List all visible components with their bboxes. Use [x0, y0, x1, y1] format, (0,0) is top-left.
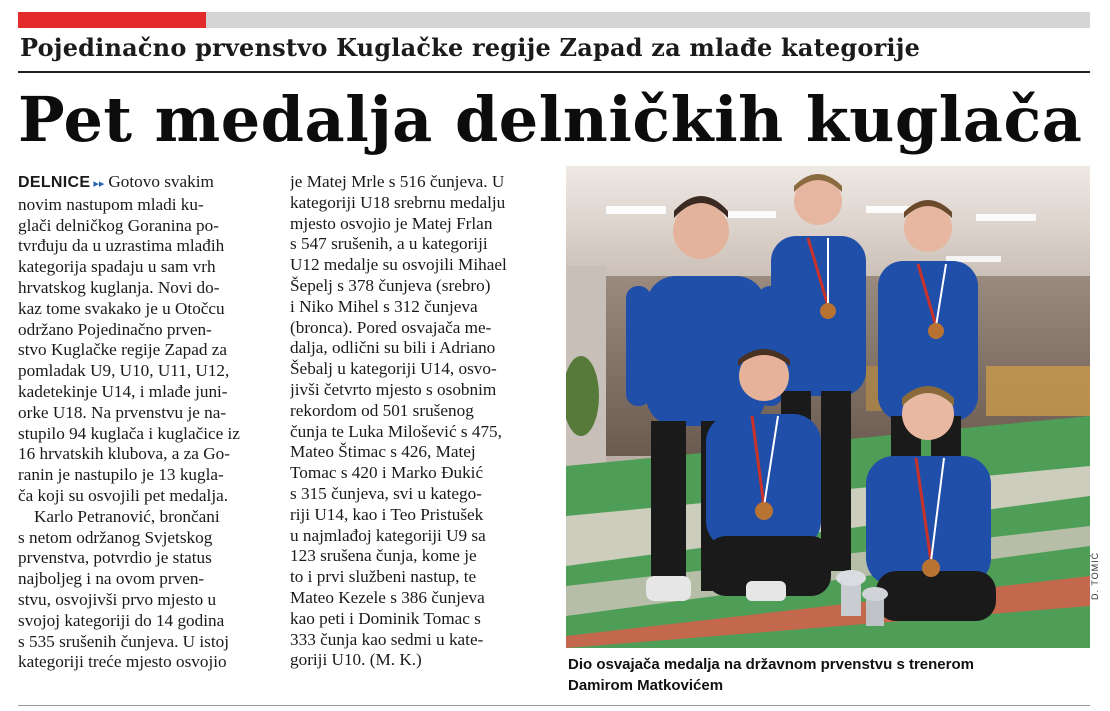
article-line: DELNICE ▸▸ Gotovo svakim	[18, 172, 214, 191]
article-line: to i prvi službeni nastup, te	[290, 567, 477, 587]
article-line: je Matej Mrle s 516 čunjeva. U	[290, 172, 505, 191]
caption-line: Damirom Matkovićem	[568, 677, 724, 694]
article-line: Šebalj u kategoriji U14, osvo-	[290, 359, 497, 379]
article-line: održano Pojedinačno prven-	[18, 319, 212, 339]
article-line: Mateo Kezele s 386 čunjeva	[290, 587, 485, 607]
article-line: ranin je nastupilo je 13 kugla-	[18, 465, 224, 485]
article-line: pomladak U9, U10, U11, U12,	[18, 361, 230, 381]
article-headline: Pet medalja delničkih kuglača	[18, 83, 1083, 156]
article-line: riji U14, kao i Teo Pristušek	[290, 504, 484, 524]
article-line: s 315 čunjeva, svi u katego-	[290, 483, 482, 503]
article-line: novim nastupom mladi ku-	[18, 194, 204, 214]
article-line: glači delničkog Goranina po-	[18, 215, 219, 235]
article-line: s 535 srušenih čunjeva. U istoj	[18, 631, 230, 651]
section-color-accent	[18, 12, 206, 28]
article-line: hrvatskog kuglanja. Novi do-	[18, 277, 220, 297]
article-line: Mateo Štimac s 426, Matej	[290, 442, 476, 462]
article-line: s netom održanog Svjetskog	[18, 527, 213, 547]
article-line: u najmlađoj kategoriji U9 sa	[290, 525, 486, 545]
dateline: DELNICE	[18, 174, 91, 191]
team-photo-illustration	[566, 166, 1090, 648]
article-line: mjesto osvojio je Matej Frlan	[290, 213, 493, 233]
article-line: 16 hrvatskih klubova, a za Go-	[18, 444, 230, 464]
article-line: kategorija spadaju u sam vrh	[18, 257, 216, 277]
article-line: (bronca). Pored osvajača me-	[290, 317, 492, 337]
article-line: s 547 srušenih, a u kategoriji	[290, 234, 488, 254]
article-line: kao peti i Dominik Tomac s	[290, 608, 481, 628]
article-line: 123 srušena čunja, kome je	[290, 546, 477, 566]
section-color-bar	[18, 12, 1090, 28]
kicker-divider	[18, 71, 1090, 73]
article-line: stvo Kuglačke regije Zapad za	[18, 340, 228, 360]
article-line: U12 medalje su osvojili Mihael	[290, 255, 507, 275]
article-line: kategoriji treće mjesto osvojio	[18, 652, 227, 672]
article-line: goriji U10. (M. K.)	[290, 650, 422, 670]
article-line: rekordom od 501 srušenog	[290, 400, 474, 420]
article-column-2	[290, 172, 550, 671]
article-column-1	[18, 172, 271, 673]
team-photo	[566, 166, 1090, 648]
article-line: svojoj kategoriji do 14 godina	[18, 610, 225, 630]
article-line: Karlo Petranović, brončani	[34, 506, 220, 526]
dateline-arrows-icon: ▸▸	[93, 177, 105, 190]
article-kicker: Pojedinačno prvenstvo Kuglačke regije Zapad za mlađe kategorije	[20, 33, 921, 62]
article-line: 333 čunja kao sedmi u kate-	[290, 629, 484, 649]
article-line: kadetekinje U14, i mlađe juni-	[18, 381, 228, 401]
article-line: Tomac s 420 i Marko Đukić	[290, 463, 484, 483]
photo-caption	[568, 654, 1090, 696]
article-line: prvenstva, potvrdio je status	[18, 548, 212, 568]
bottom-divider	[18, 705, 1090, 706]
article-line: kaz tome svakako je u Otočcu	[18, 298, 225, 318]
article-line: čunja te Luka Milošević s 475,	[290, 421, 502, 441]
article-line: i Niko Mihel s 312 čunjeva	[290, 296, 478, 316]
article-line: najboljeg i na ovom prven-	[18, 569, 205, 589]
photo-credit: D. TOMIĆ	[1090, 551, 1100, 600]
article-line: stupilo 94 kuglača i kuglačice iz	[18, 423, 240, 443]
article-line: Šepelj s 378 čunjeva (srebro)	[290, 275, 491, 295]
article-line: tvrđuju da u uzrastima mlađih	[18, 236, 225, 256]
article-line: orke U18. Na prvenstvu je na-	[18, 402, 227, 422]
article-line: jivši četvrto mjesto s osobnim	[290, 379, 497, 399]
article-line: ča koji su osvojili pet medalja.	[18, 485, 229, 505]
article-line: dalja, odlični su bili i Adriano	[290, 338, 496, 358]
article-line: stvu, osvojivši prvo mjesto u	[18, 589, 217, 609]
caption-line: Dio osvajača medalja na državnom prvenstvu s trenerom	[568, 656, 974, 673]
article-line: kategoriji U18 srebrnu medalju	[290, 192, 506, 212]
